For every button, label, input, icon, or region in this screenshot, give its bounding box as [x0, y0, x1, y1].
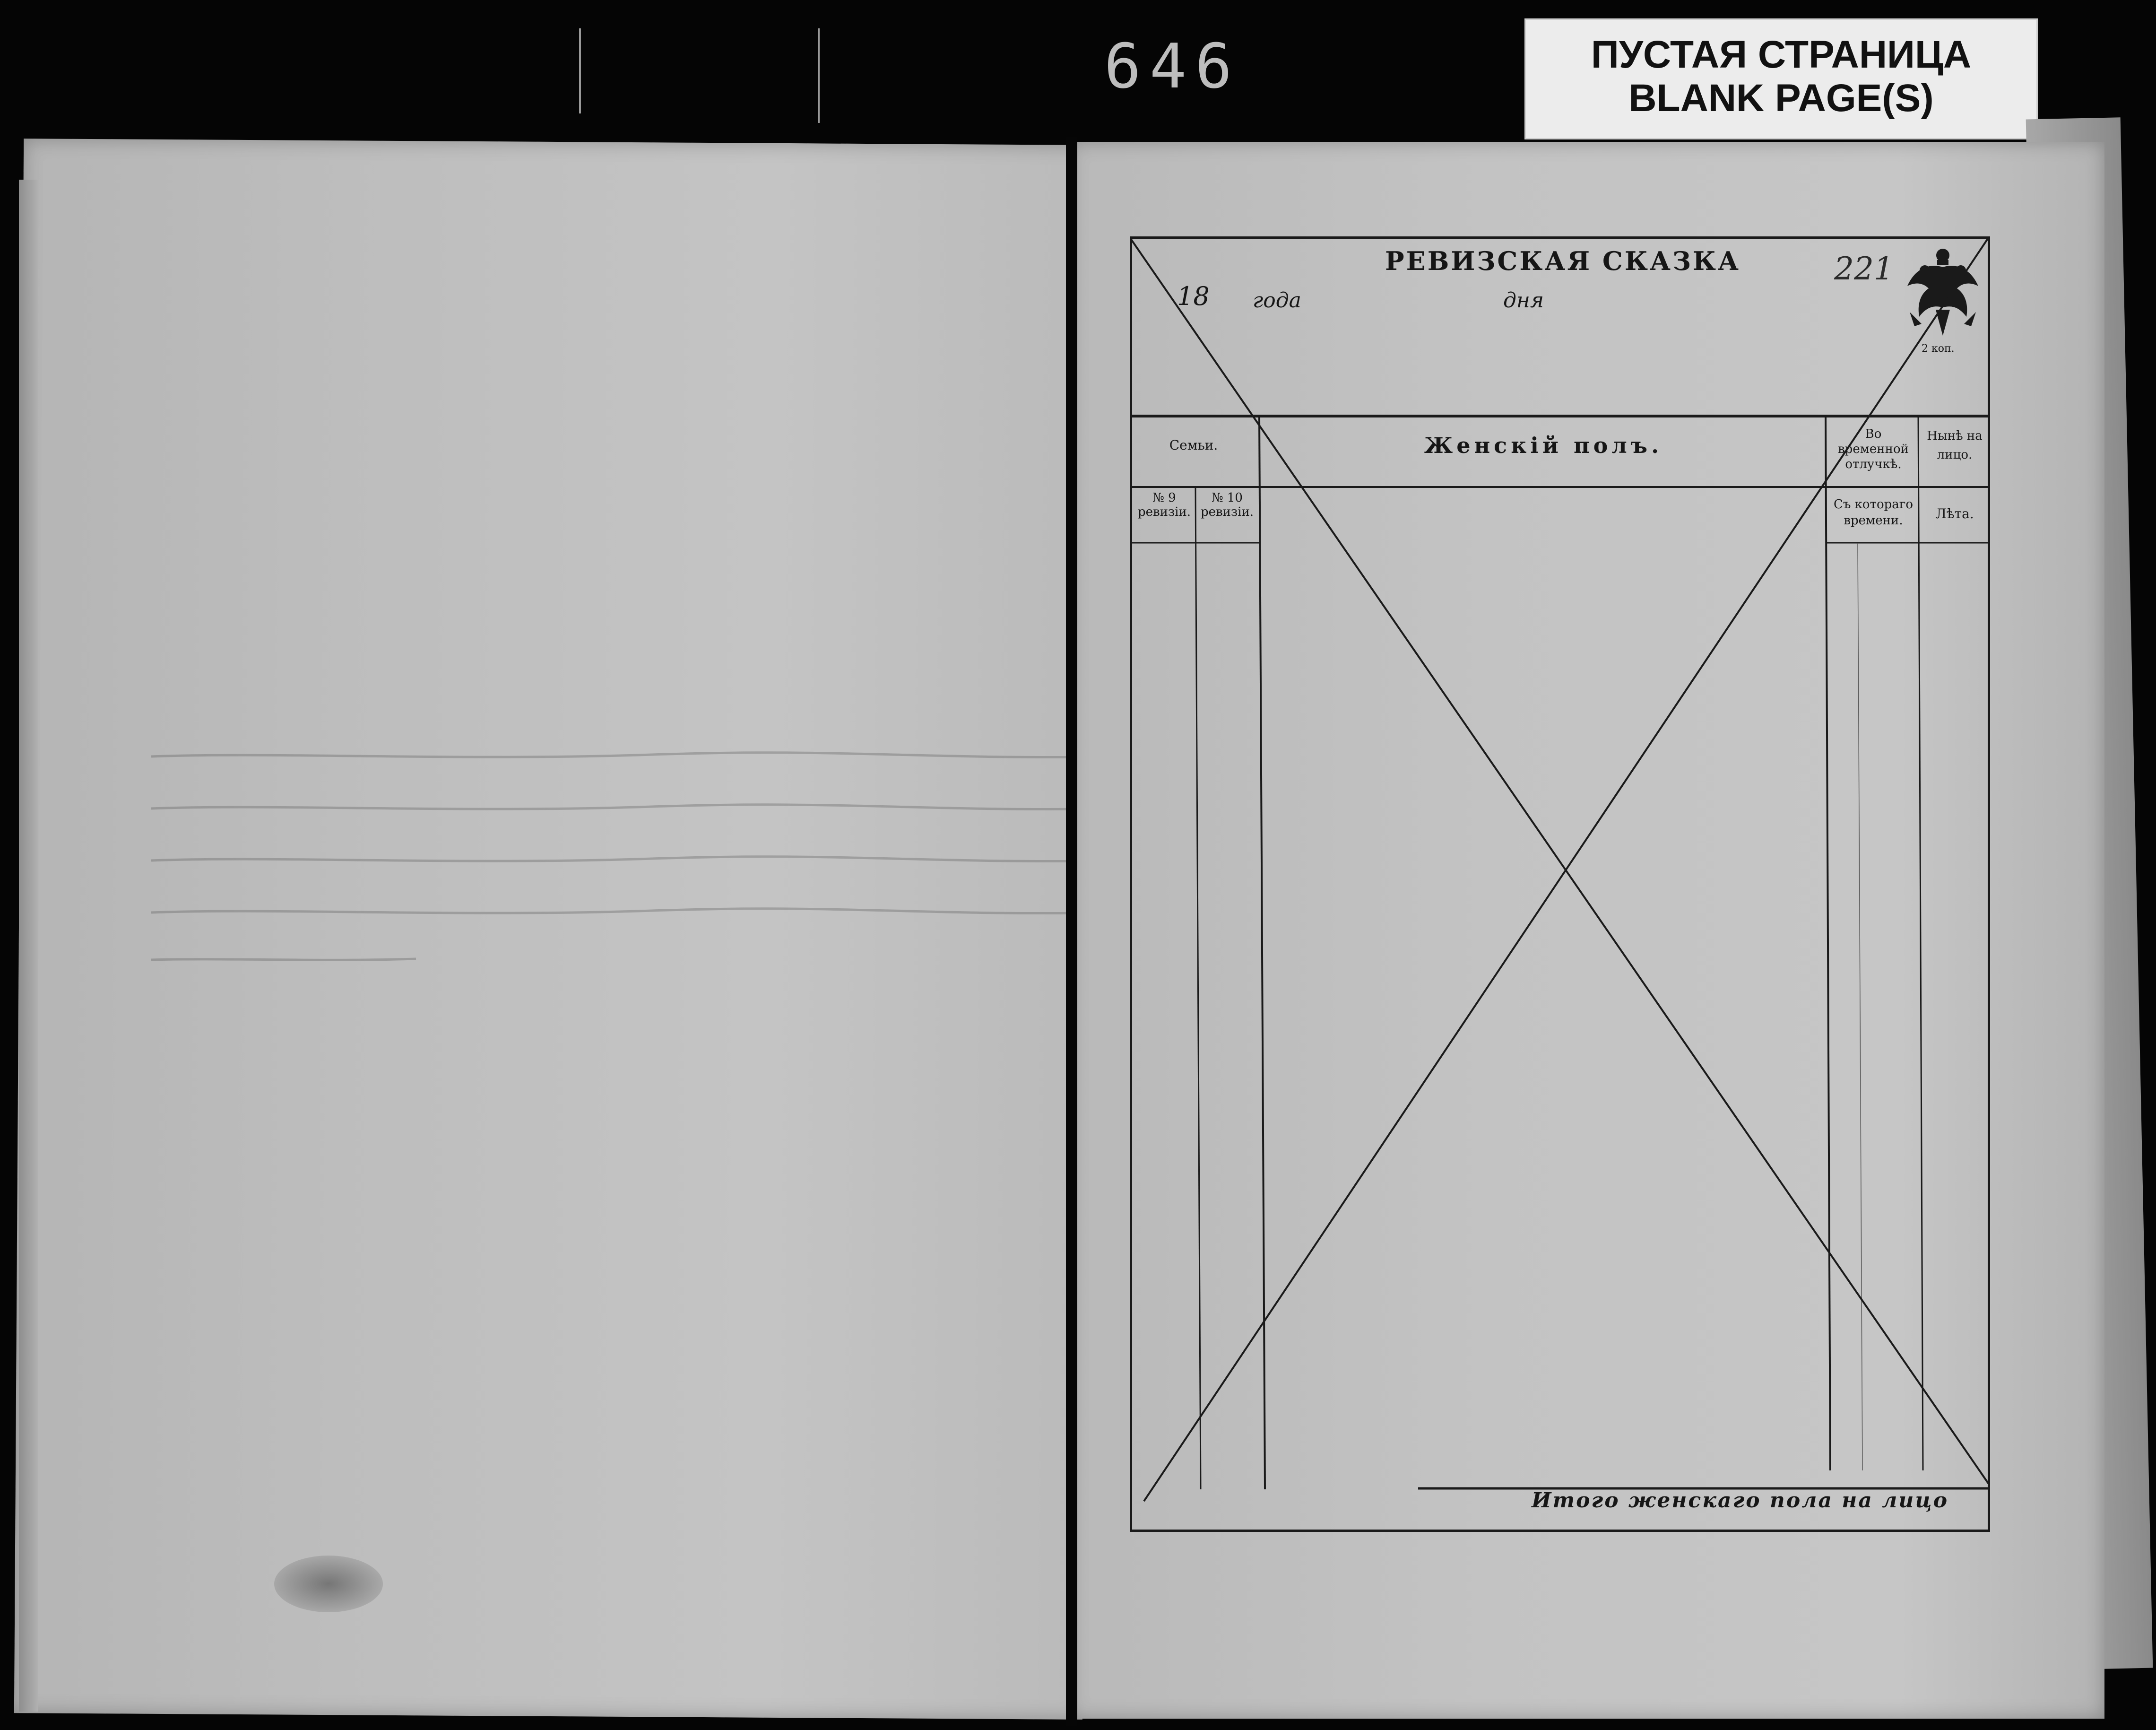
handwritten-page-number: 221 — [1834, 251, 1894, 287]
col-present-now: Нынѣ на лицо. — [1927, 429, 1983, 462]
frame-number: 646 — [1104, 30, 1241, 102]
bleed-through-scribbles — [132, 738, 1149, 974]
bleed-through-text — [132, 738, 1149, 974]
form-goda-label: года — [1253, 288, 1301, 313]
frame-mark-right — [818, 28, 820, 123]
col-families: Семьи. — [1169, 437, 1218, 453]
col-female: Женскій полъ. — [1424, 433, 1663, 458]
col-since-when: Съ котораго времени. — [1833, 497, 1914, 528]
left-page-edge — [19, 180, 38, 1712]
col-temporary-absence: Во временной отлучкѣ. — [1838, 427, 1909, 471]
col-revision-9: № 9 ревизіи. — [1137, 491, 1191, 519]
stamp-value: 2 коп. — [1922, 343, 1955, 355]
col-years: Лѣта. — [1935, 506, 1974, 522]
blank-label-russian: ПУСТАЯ СТРАНИЦА — [1591, 33, 1972, 76]
form-dnya-label: дня — [1503, 288, 1544, 313]
double-headed-eagle-icon — [1896, 241, 1990, 345]
col-revision-10: № 10 ревизіи. — [1200, 491, 1254, 519]
form-year: 18 — [1177, 281, 1210, 311]
ink-smudge — [274, 1556, 383, 1612]
blank-page-label — [1526, 20, 2036, 138]
form-title: РЕВИЗСКАЯ СКАЗКА — [1385, 246, 1740, 276]
female-total-label: Итого женскаго пола на лицо — [1532, 1488, 1949, 1513]
book-gutter — [1066, 137, 1077, 1726]
frame-mark-left — [579, 28, 581, 113]
blank-label-english: BLANK PAGE(S) — [1628, 77, 1934, 120]
